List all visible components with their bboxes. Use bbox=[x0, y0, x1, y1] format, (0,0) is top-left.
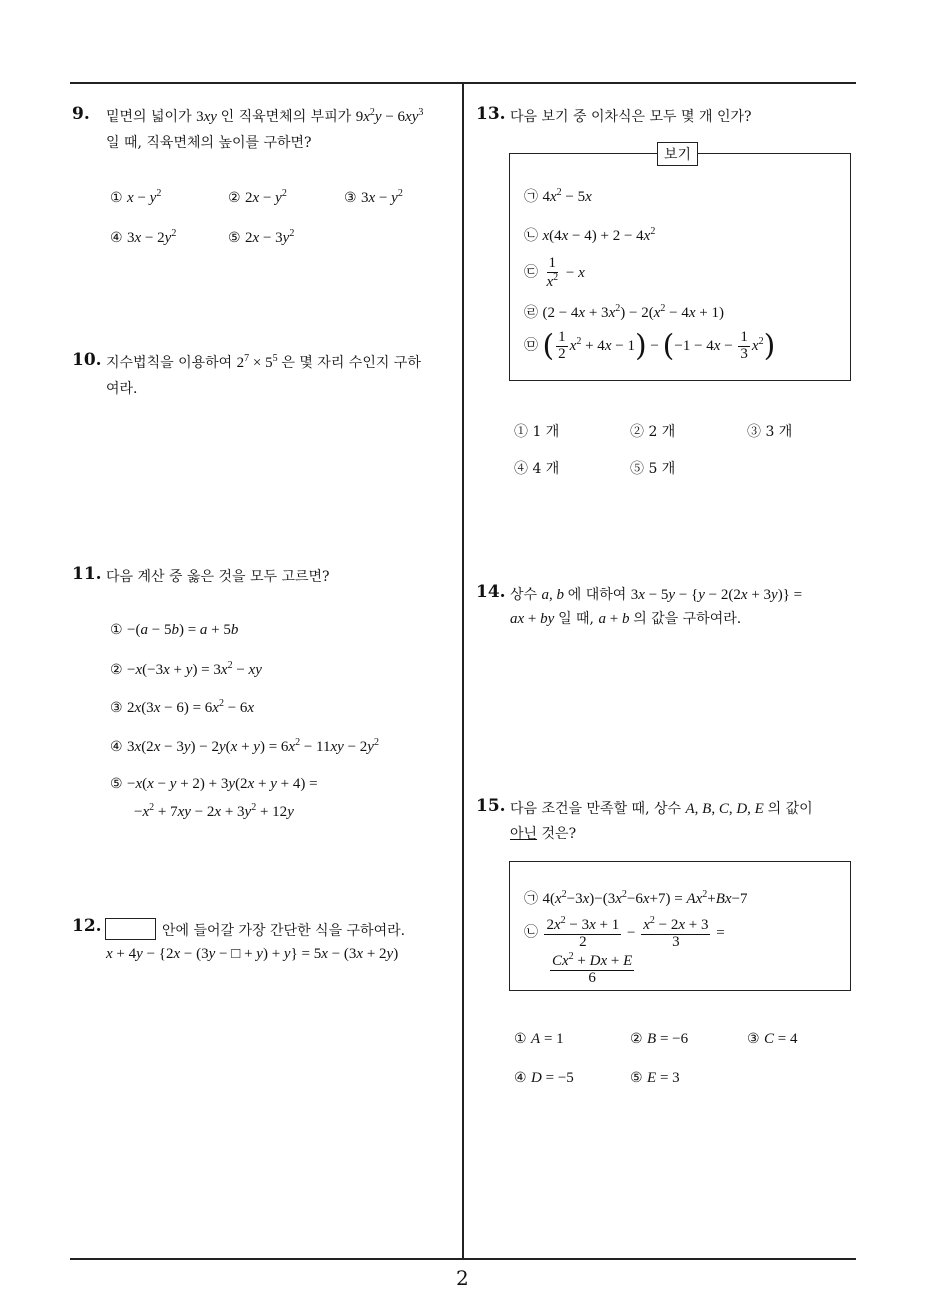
choice-5-continued: $-x^2 + 7xy - 2x + 3y^2 + 12y$ bbox=[134, 802, 294, 820]
example-box-title: 보기 bbox=[657, 142, 698, 166]
choice-1[interactable]: ① 1 개 bbox=[514, 424, 560, 440]
choice-3[interactable]: ③ $2x(3x - 6) = 6x^2 - 6x$ bbox=[110, 698, 255, 716]
example-item: ㉠ $4x^2 - 5x$ bbox=[524, 187, 592, 205]
math-expression: $9x^2y - 6xy^3$ bbox=[355, 107, 424, 125]
example-item: ㉢ $\frac{1}{x^2}$ − x bbox=[524, 255, 585, 290]
choice-4[interactable]: ④ $3x(2x - 3y) - 2y(x + y) = 6x^2 - 11xy - 2y^2$ bbox=[110, 737, 379, 755]
choice-3[interactable]: ③ $3x - y^2$ bbox=[344, 188, 403, 206]
choice-4[interactable]: ④ 4 개 bbox=[514, 461, 560, 477]
answer-blank-box[interactable] bbox=[105, 918, 156, 940]
condition-item: ㉠ $4(x^2-3x)-(3x^2-6x+7) = Ax^2+Bx-7$ bbox=[524, 889, 748, 907]
choice-5[interactable]: ⑤ −x(x − y + 2) + 3y(2x + y + 4) = bbox=[110, 776, 318, 792]
bottom-rule bbox=[70, 1258, 856, 1260]
question-text: 다음 계산 중 옳은 것을 모두 고르면? bbox=[106, 569, 330, 585]
choice-1[interactable]: ① $x - y^2$ bbox=[110, 188, 162, 206]
question-text: 안에 들어갈 가장 간단한 식을 구하여라. bbox=[162, 923, 406, 939]
column-divider bbox=[462, 82, 464, 1259]
question-number: 10. bbox=[72, 350, 102, 370]
math-expression: 3xy bbox=[196, 109, 217, 125]
condition-item-continued: $\frac{Cx^2 + Dx + E}{6}$ bbox=[552, 951, 633, 986]
question-text: 다음 보기 중 이차식은 모두 몇 개 인가? bbox=[510, 109, 752, 125]
question-text-line2: ax + by 일 때, a + b 의 값을 구하여라. bbox=[510, 611, 742, 627]
choice-5[interactable]: ⑤ $2x - 3y^2$ bbox=[228, 228, 295, 246]
choice-3[interactable]: ③ 3 개 bbox=[747, 424, 793, 440]
choice-5[interactable]: ⑤ 5 개 bbox=[630, 461, 676, 477]
question-text: 밑면의 넓이가 3xy 인 직육면체의 부피가 $9x^2y - 6xy^3$ bbox=[106, 107, 424, 125]
question-text: 다음 조건을 만족할 때, 상수 A, B, C, D, E 의 값이 bbox=[510, 801, 813, 817]
choice-2[interactable]: ② B = −6 bbox=[630, 1031, 689, 1047]
question-text: 지수법칙을 이용하여 $2^7 \times 5^5$ 은 몇 자리 수인지 구하 bbox=[106, 353, 421, 371]
question-number: 12. bbox=[72, 916, 102, 936]
question-text: 상수 a, b 에 대하여 3x − 5y − {y − 2(2x + 3y)} = bbox=[510, 587, 803, 603]
math-expression: $2^7 \times 5^5$ bbox=[236, 353, 278, 371]
choice-3[interactable]: ③ C = 4 bbox=[747, 1031, 798, 1047]
math-equation: x + 4y − {2x − (3y − □ + y) + y} = 5x − (3x + 2y) bbox=[106, 946, 399, 962]
question-number: 13. bbox=[476, 104, 506, 124]
choice-2[interactable]: ② 2 개 bbox=[630, 424, 676, 440]
choice-4[interactable]: ④ D = −5 bbox=[514, 1070, 574, 1086]
choice-2[interactable]: ② $-x(-3x + y) = 3x^2$ − xy bbox=[110, 660, 262, 678]
question-number: 14. bbox=[476, 582, 506, 602]
choice-1[interactable]: ① A = 1 bbox=[514, 1031, 564, 1047]
question-text-line2: 일 때, 직육면체의 높이를 구하면? bbox=[106, 135, 312, 151]
choice-1[interactable]: ① −(a − 5b) = a + 5b bbox=[110, 622, 239, 638]
question-text-line2: 여라. bbox=[106, 381, 138, 397]
question-number: 9. bbox=[72, 104, 90, 124]
condition-item: ㉡ $\frac{2x^2 - 3x + 1}{2}$ − $\frac{x^2 - 2x + 3}{3}$ = bbox=[524, 915, 725, 950]
choice-4[interactable]: ④ $3x - 2y^2$ bbox=[110, 228, 177, 246]
example-item: ㉡ $x(4x - 4) + 2 - 4x^2$ bbox=[524, 226, 656, 244]
choice-2[interactable]: ② $2x - y^2$ bbox=[228, 188, 287, 206]
question-number: 11. bbox=[72, 564, 102, 584]
page-number: 2 bbox=[456, 1266, 469, 1290]
example-item: ㉣ $(2 - 4x + 3x^2) - 2(x^2 - 4x + 1)$ bbox=[524, 303, 724, 321]
choice-5[interactable]: ⑤ E = 3 bbox=[630, 1070, 680, 1086]
example-item: ㉤ ( $\frac{1}{2}$ $x^2 + 4x - 1) - (-1 - 4x$ − $\frac{1}{3}$ $x^2$) bbox=[524, 328, 776, 364]
question-number: 15. bbox=[476, 796, 506, 816]
question-text-line2: 아닌 것은? bbox=[510, 826, 577, 842]
